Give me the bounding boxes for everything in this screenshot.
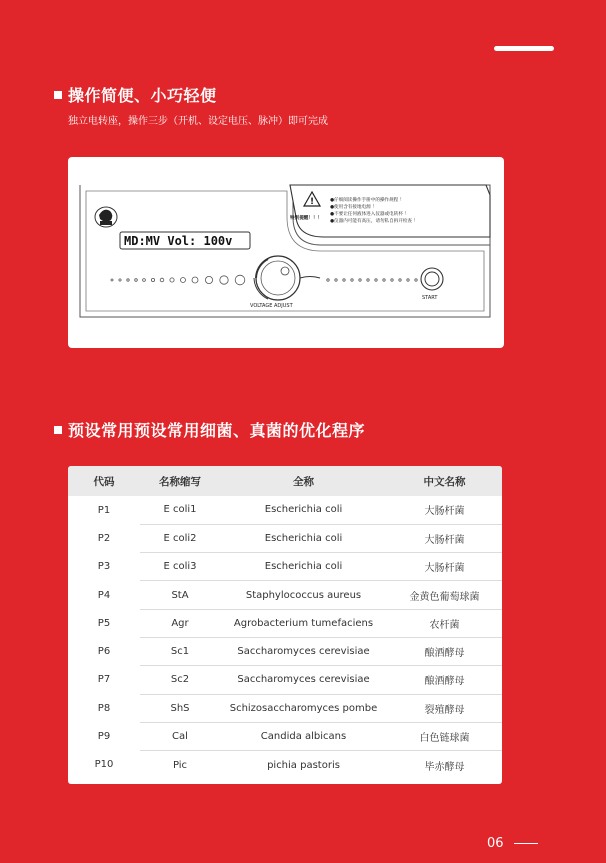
top-accent-bar <box>494 46 554 51</box>
warning-line-1: ●仔细阅读操作手册中的操作规程 ！ <box>330 198 405 203</box>
cell-code: P6 <box>97 646 111 658</box>
program-table <box>68 466 502 779</box>
cell-code: P7 <box>97 674 111 686</box>
header-code: 代码 <box>93 475 115 488</box>
cell-abbreviation: E coli3 <box>140 553 220 581</box>
table-row <box>68 496 502 524</box>
cell-full-name: Saccharomyces cerevisiae <box>220 637 387 665</box>
svg-text:!: ! <box>309 197 315 207</box>
cell-full-name: Agrobacterium tumefaciens <box>220 609 387 637</box>
start-button <box>421 268 443 290</box>
bullet-square-icon <box>54 426 62 434</box>
cell-full-name: Escherichia coli <box>220 524 387 552</box>
table-row <box>68 751 502 779</box>
table-header-row <box>68 466 502 496</box>
cell-code: P1 <box>97 504 111 516</box>
section-1-title <box>54 83 217 106</box>
voltage-dots-left <box>111 275 245 285</box>
table-row <box>68 637 502 665</box>
section-2-title <box>54 418 365 441</box>
cell-chinese-name: 裂殖酵母 <box>387 694 502 722</box>
table-row <box>68 524 502 552</box>
cell-code: P10 <box>94 759 114 771</box>
cell-abbreviation: Cal <box>140 722 220 750</box>
cell-full-name: Schizosaccharomyces pombe <box>220 694 387 722</box>
page-number-text: 06 <box>487 836 504 851</box>
cell-chinese-name: 白色链球菌 <box>387 722 502 750</box>
cell-abbreviation: E coli2 <box>140 524 220 552</box>
cell-abbreviation: StA <box>140 581 220 609</box>
cell-code: P4 <box>97 589 111 601</box>
warning-line-2: ●使用含有接地电源 ！ <box>330 205 377 210</box>
voltage-dots-right <box>327 279 417 281</box>
cell-code: P9 <box>97 731 111 743</box>
brand-logo <box>95 207 117 227</box>
cell-abbreviation: ShS <box>140 694 220 722</box>
table-row <box>68 553 502 581</box>
start-label: START <box>422 295 438 301</box>
cell-code: P8 <box>97 702 111 714</box>
table-row <box>68 722 502 750</box>
cell-chinese-name: 毕赤酵母 <box>424 761 465 773</box>
header-full-name: 全称 <box>293 475 314 488</box>
cell-chinese-name: 酿酒酵母 <box>387 637 502 665</box>
cell-full-name: Escherichia coli <box>220 496 387 524</box>
cell-full-name: Saccharomyces cerevisiae <box>220 666 387 694</box>
cell-abbreviation: E coli1 <box>140 496 220 524</box>
header-abbreviation: 名称缩写 <box>159 475 201 488</box>
cell-chinese-name: 大肠杆菌 <box>387 553 502 581</box>
cell-chinese-name: 大肠杆菌 <box>387 496 502 524</box>
cell-chinese-name: 农杆菌 <box>387 609 502 637</box>
cell-full-name: Candida albicans <box>220 722 387 750</box>
cell-chinese-name: 金黄色葡萄球菌 <box>387 581 502 609</box>
warning-line-4: ●仪器内可能有高压，请勿私自拆开检查 ！ <box>330 219 419 224</box>
program-table-card <box>68 466 502 784</box>
bullet-square-icon <box>54 91 62 99</box>
device-panel-illustration <box>68 157 504 348</box>
voltage-adjust-label: VOLTAGE ADJUST <box>250 303 293 309</box>
cell-code: P2 <box>97 532 111 544</box>
table-row <box>68 609 502 637</box>
page-number <box>487 836 538 851</box>
table-row <box>68 666 502 694</box>
header-chinese-name: 中文名称 <box>423 475 466 488</box>
table-row <box>68 694 502 722</box>
cell-code: P3 <box>97 561 111 573</box>
cell-chinese-name: 酿酒酵母 <box>387 666 502 694</box>
section-2-title-text: 预设常用预设常用细菌、真菌的优化程序 <box>68 421 366 440</box>
section-1-subtitle: 独立电转座，操作三步（开机、设定电压、脉冲）即可完成 <box>68 116 328 127</box>
page-number-dash <box>514 843 538 844</box>
lcd-display-text: MD:MV Vol: 100v <box>124 234 233 248</box>
voltage-adjust-knob <box>254 256 320 300</box>
table-row <box>68 581 502 609</box>
cell-abbreviation: Sc2 <box>140 666 220 694</box>
cell-chinese-name: 大肠杆菌 <box>387 524 502 552</box>
cell-code: P5 <box>97 617 111 629</box>
cell-abbreviation: Pic <box>172 759 188 771</box>
cell-full-name: pichia pastoris <box>267 759 340 771</box>
warning-line-3: ●不要让任何液体进入仪器或电转杯 ！ <box>330 212 409 217</box>
cell-abbreviation: Sc1 <box>140 637 220 665</box>
cell-full-name: Staphylococcus aureus <box>220 581 387 609</box>
cell-abbreviation: Agr <box>140 609 220 637</box>
warning-title: 特别提醒！！！ <box>290 216 323 221</box>
section-1-title-text: 操作简便、小巧轻便 <box>68 86 217 105</box>
cell-full-name: Escherichia coli <box>220 553 387 581</box>
